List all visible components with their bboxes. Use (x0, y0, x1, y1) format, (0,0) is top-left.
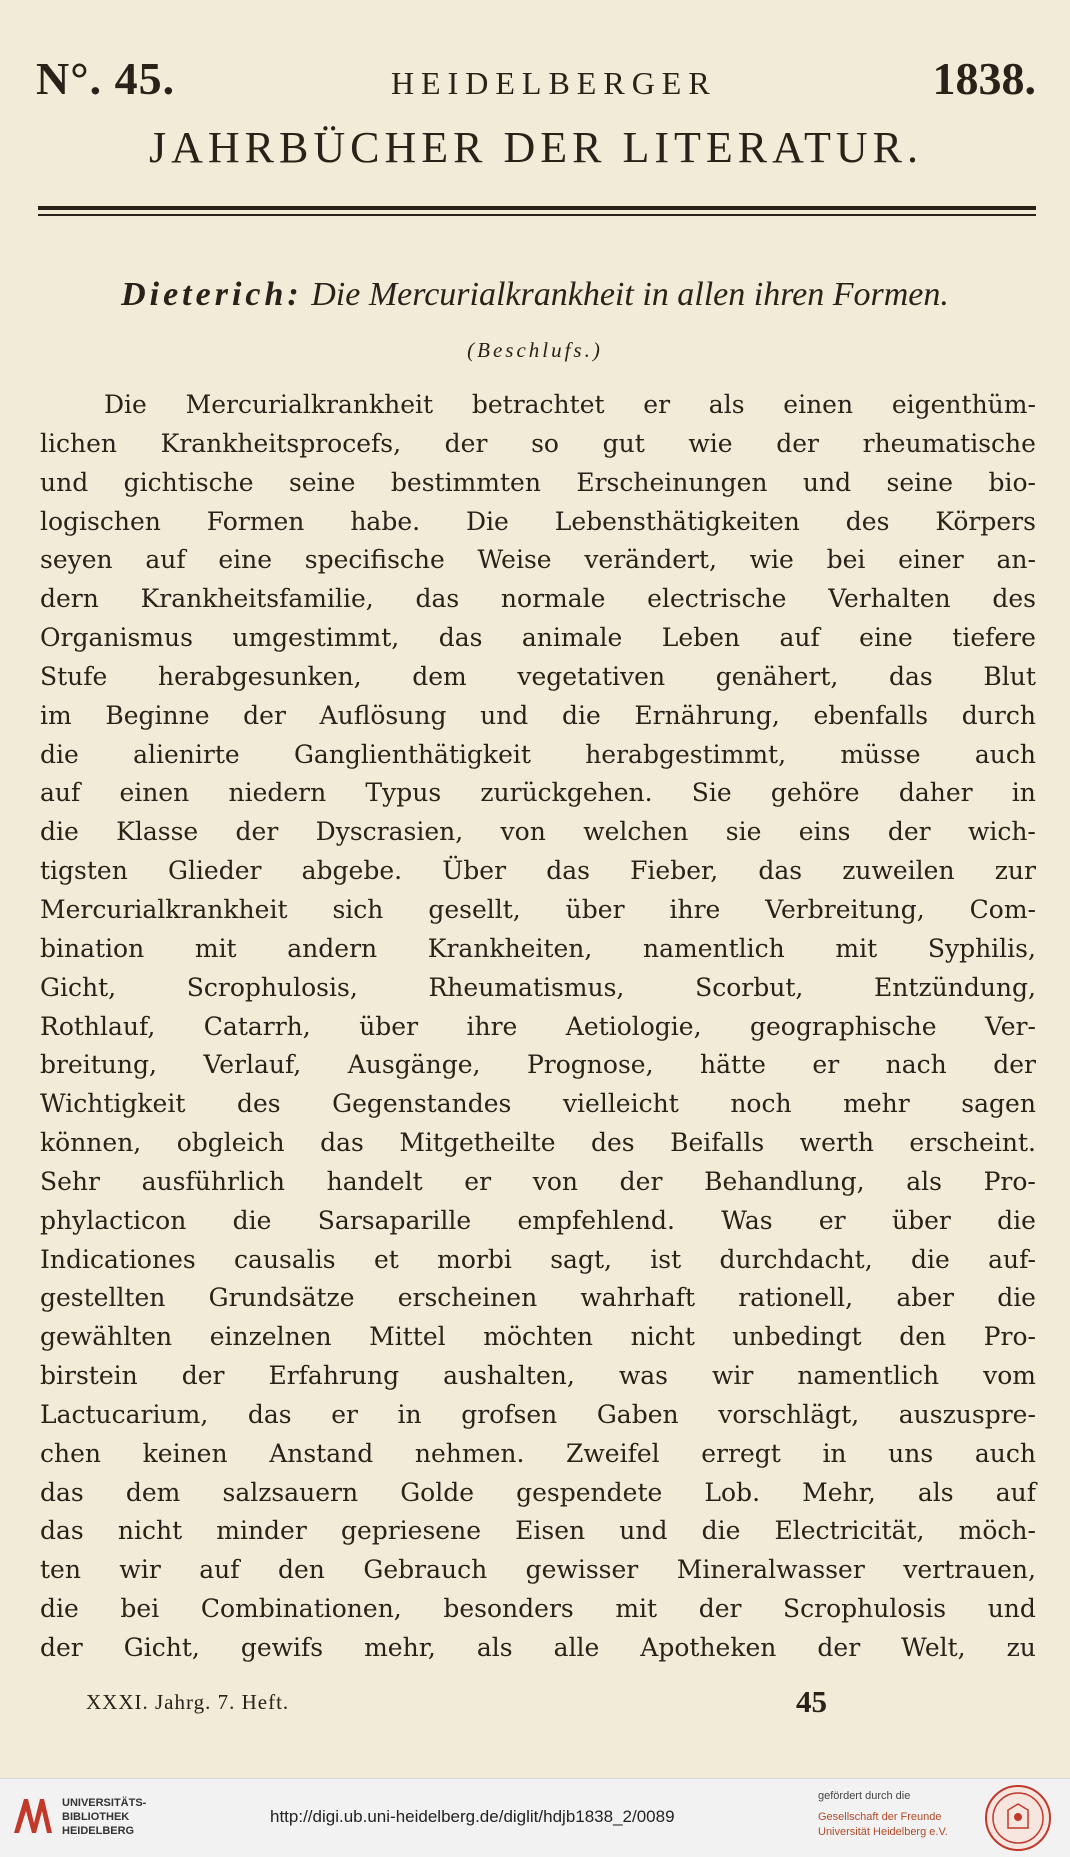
text-line: Gicht, Scrophulosis, Rheumatismus, Scorbut, Entzündung, (40, 972, 1036, 1002)
text-line: können, obgleich das Mitgetheilte des Beifalls werth erscheint. (40, 1128, 1036, 1158)
continuation-note: (Beschlufs.) (467, 338, 603, 362)
text-line: lichen Krankheitsprocefs, der so gut wie der rheumatische (40, 428, 1036, 458)
text-line: Stufe herabgesunken, dem vegetativen genähert, das Blut (40, 661, 1036, 691)
text-line: birstein der Erfahrung aushalten, was wir namentlich vom (40, 1361, 1036, 1391)
library-name: UNIVERSITÄTS- BIBLIOTHEK HEIDELBERG (62, 1797, 147, 1837)
university-library-logo-icon (10, 1793, 56, 1844)
text-line: Die Mercurialkrankheit betrachtet er als einen eigenthüm- (104, 390, 1036, 419)
text-line: Lactucarium, das er in grofsen Gaben vorschlägt, auszuspre- (40, 1399, 1036, 1429)
text-line: die alienirte Ganglienthätigkeit herabgestimmt, müsse auch (40, 739, 1036, 769)
text-line: die bei Combinationen, besonders mit der Scrophulosis und (40, 1594, 1036, 1624)
journal-name: HEIDELBERGER (390, 65, 717, 101)
text-line: seyen auf eine specifische Weise verändert, wie bei einer an- (40, 545, 1036, 575)
header-rule-thin (38, 214, 1036, 216)
text-line: bination mit andern Krankheiten, namentlich mit Syphilis, (40, 933, 1036, 963)
sponsor-org-line2: Universität Heidelberg e.V. (818, 1826, 948, 1838)
article-work-title: Die Mercurialkrankheit in allen ihren Formen. (311, 276, 949, 313)
article-body (40, 386, 1036, 1668)
text-line: ten wir auf den Gebrauch gewisser Mineralwasser vertrauen, (40, 1555, 1036, 1585)
text-line: das nicht minder gepriesene Eisen und die Electricität, möch- (40, 1516, 1036, 1546)
journal-subtitle: JAHRBÜCHER DER LITERATUR. (148, 123, 924, 172)
text-line: Indicationes causalis et morbi sagt, ist durchdacht, die auf- (40, 1244, 1036, 1274)
text-line: und gichtische seine bestimmten Erscheinungen und seine bio- (40, 467, 1036, 497)
issue-year: 1838. (932, 53, 1036, 104)
text-line: chen keinen Anstand nehmen. Zweifel erregt in uns auch (40, 1438, 1036, 1468)
sponsor-org-line1: Gesellschaft der Freunde (818, 1811, 942, 1823)
sponsor-credit (818, 1789, 948, 1840)
text-line: Rothlauf, Catarrh, über ihre Aetiologie, geographische Ver- (40, 1011, 1036, 1041)
text-line: das dem salzsauern Golde gespendete Lob. Mehr, als auf (40, 1477, 1036, 1507)
text-line: phylacticon die Sarsaparille empfehlend. Was er über die (40, 1205, 1036, 1235)
text-line: dern Krankheitsfamilie, das normale electrische Verhalten des (40, 584, 1036, 614)
digitization-bar (0, 1778, 1070, 1857)
text-line: Sehr ausführlich handelt er von der Behandlung, als Pro- (40, 1166, 1036, 1196)
page-number: 45 (796, 1684, 827, 1719)
text-line: Wichtigkeit des Gegenstandes vielleicht noch mehr sagen (40, 1089, 1036, 1119)
text-line: gestellten Grundsätze erscheinen wahrhaft rationell, aber die (40, 1283, 1036, 1313)
text-line: logischen Formen habe. Die Lebensthätigkeiten des Körpers (40, 506, 1036, 536)
header-rule-thick (38, 206, 1036, 210)
text-line: tigsten Glieder abgebe. Über das Fieber, das zuweilen zur (40, 856, 1036, 886)
text-line: der Gicht, gewifs mehr, als alle Apotheken der Welt, zu (40, 1633, 1036, 1662)
university-seal-icon (984, 1784, 1052, 1857)
journal-header (36, 52, 1036, 105)
issue-number: N°. 45. (36, 53, 176, 104)
text-line: im Beginne der Auflösung und die Ernährung, ebenfalls durch (40, 700, 1036, 730)
article-author: Dieterich: (121, 276, 303, 313)
sponsor-label: gefördert durch die (818, 1790, 911, 1802)
text-line: die Klasse der Dyscrasien, von welchen sie eins der wich- (40, 817, 1036, 847)
text-line: Mercurialkrankheit sich gesellt, über ihre Verbreitung, Com- (40, 894, 1036, 924)
text-line: auf einen niedern Typus zurückgehen. Sie gehöre daher in (40, 778, 1036, 808)
text-line: Organismus umgestimmt, das animale Leben auf eine tiefere (40, 623, 1036, 653)
text-line: gewählten einzelnen Mittel möchten nicht unbedingt den Pro- (40, 1322, 1036, 1352)
page-footer (0, 1684, 1070, 1726)
signature-mark: XXXI. Jahrg. 7. Heft. (86, 1690, 290, 1714)
article-title (40, 276, 1030, 314)
text-line: breitung, Verlauf, Ausgänge, Prognose, hätte er nach der (40, 1050, 1036, 1080)
permalink-url[interactable]: http://digi.ub.uni-heidelberg.de/diglit/hdjb1838_2/0089 (270, 1807, 675, 1826)
